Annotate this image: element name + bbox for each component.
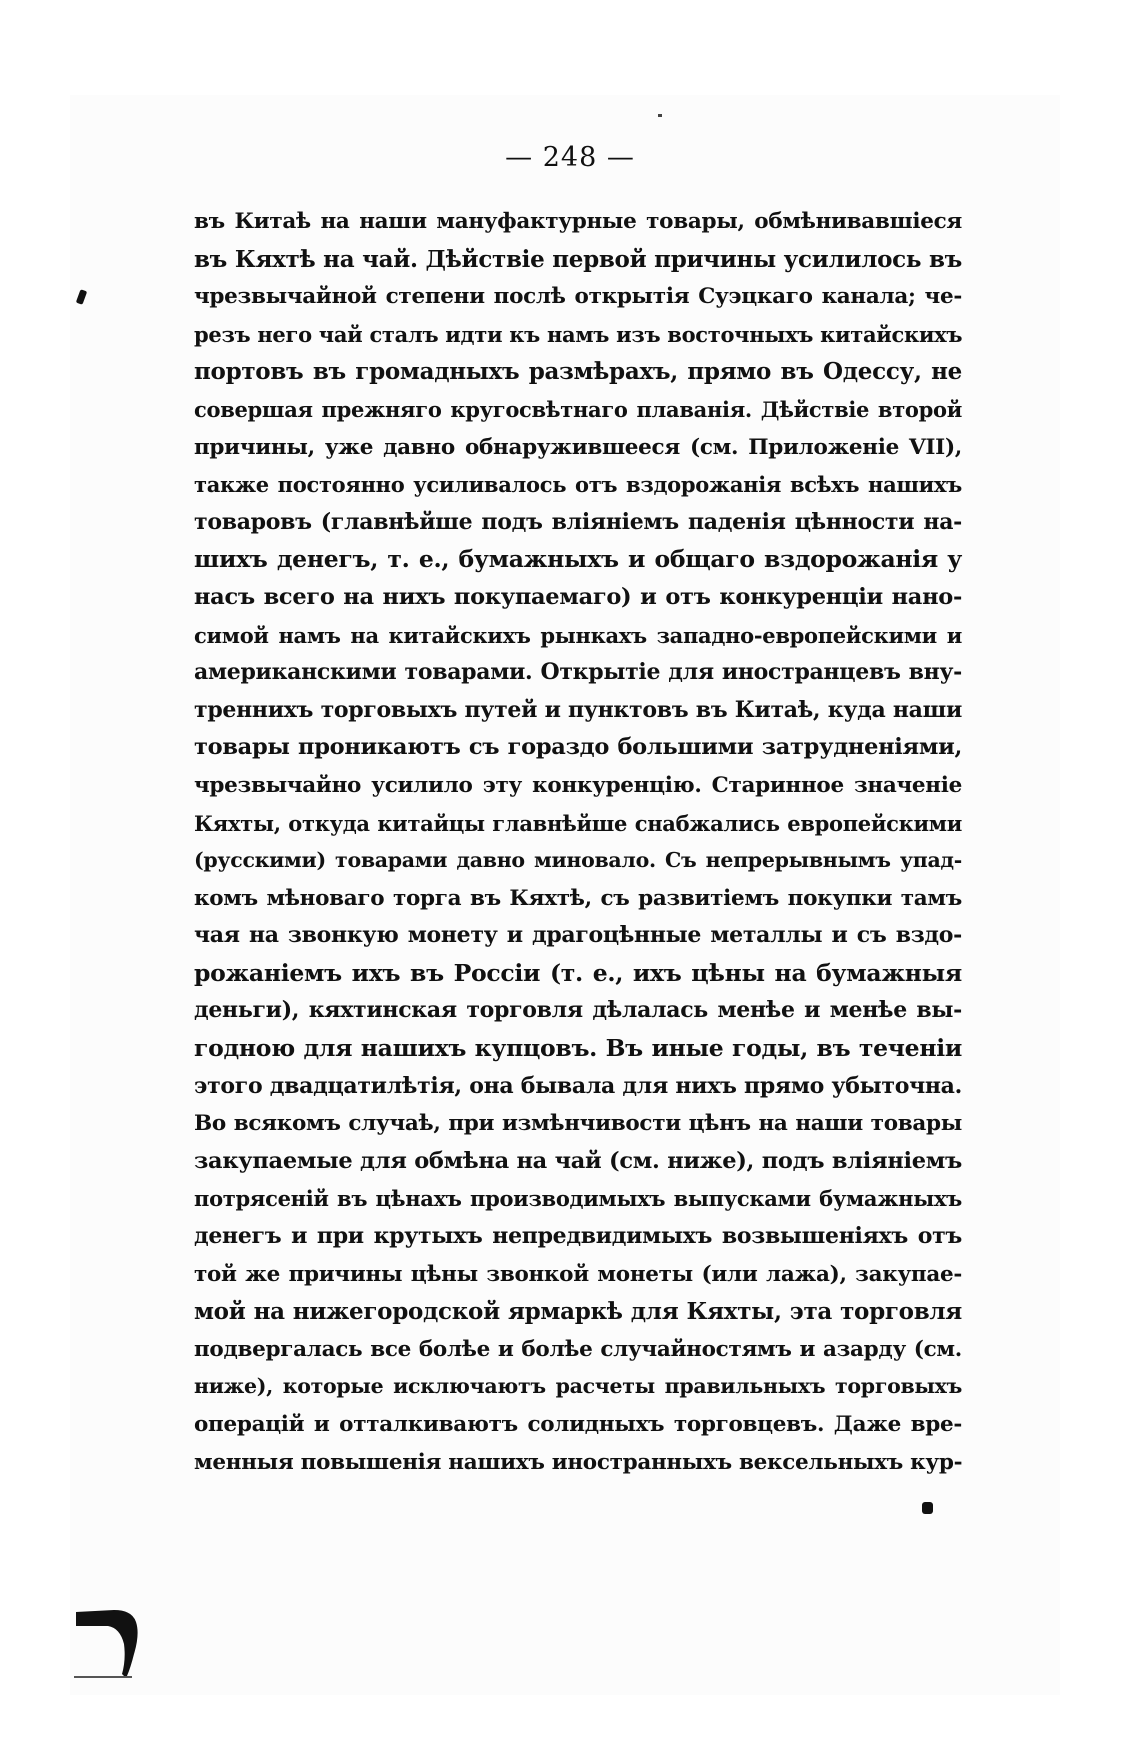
- text-line: той же причины цѣны звонкой монеты (или лажа), закупае-: [194, 1261, 962, 1287]
- text-line: причины, уже давно обнаружившееся (см. Приложеніе VII),: [194, 434, 962, 460]
- ink-mark-right: [922, 1502, 933, 1514]
- text-line: чрезвычайной степени послѣ открытія Суэцкаго канала; че-: [194, 284, 962, 310]
- text-line: потрясеній въ цѣнахъ производимыхъ выпусками бумажныхъ: [194, 1186, 962, 1212]
- text-line: рожаніемъ ихъ въ Россіи (т. е., ихъ цѣны на бумажныя: [194, 958, 962, 987]
- text-line: операцій и отталкиваютъ солидныхъ торговцевъ. Даже вре-: [194, 1412, 962, 1437]
- page-number: — 248 —: [505, 142, 635, 173]
- text-line: годною для нашихъ купцовъ. Въ иные годы, въ теченіи: [194, 1034, 962, 1063]
- text-line: закупаемые для обмѣна на чай (см. ниже), подъ вліяніемъ: [194, 1147, 962, 1174]
- text-line: резъ него чай сталъ идти къ намъ изъ восточныхъ китайскихъ: [194, 321, 963, 347]
- text-line: деньги), кяхтинская торговля дѣлалась менѣе и менѣе вы-: [194, 997, 962, 1024]
- text-line: подвергалась все болѣе и болѣе случайностямъ и азарду (см.: [194, 1336, 962, 1362]
- text-line: портовъ въ громадныхъ размѣрахъ, прямо въ Одессу, не: [194, 358, 962, 386]
- body-text: [194, 203, 962, 1481]
- text-line: симой намъ на китайскихъ рынкахъ западно-европейскими и: [194, 622, 962, 648]
- text-line: товаровъ (главнѣйше подъ вліяніемъ паденія цѣнности на-: [194, 508, 962, 535]
- text-line: мой на нижегородской ярмаркѣ для Кяхты, эта торговля: [194, 1298, 962, 1326]
- text-line: ниже), которые исключаютъ расчеты правильныхъ торговыхъ: [194, 1374, 962, 1399]
- text-line: чая на звонкую монету и драгоцѣнные металлы и съ вздо-: [194, 922, 962, 949]
- text-line: (русскими) товарами давно миновало. Съ непрерывнымъ упад-: [194, 848, 962, 873]
- corner-ink-mark: [74, 1604, 142, 1680]
- text-line: въ Китаѣ на наши мануфактурные товары, обмѣнивавшіеся: [194, 209, 962, 234]
- text-line: комъ мѣноваго торга въ Кяхтѣ, съ развитіемъ покупки тамъ: [194, 885, 962, 911]
- text-line: чрезвычайно усилило эту конкуренцію. Старинное значеніе: [194, 772, 962, 798]
- text-line: треннихъ торговыхъ путей и пунктовъ въ Китаѣ, куда наши: [194, 696, 962, 723]
- text-line: въ Кяхтѣ на чай. Дѣйствіе первой причины усилилось въ: [194, 245, 962, 273]
- text-line: совершая прежняго кругосвѣтнаго плаванія. Дѣйствіе второй: [194, 396, 962, 422]
- text-line: Во всякомъ случаѣ, при измѣнчивости цѣнъ на наши товары: [194, 1111, 962, 1137]
- text-line: также постоянно усиливалось отъ вздорожанія всѣхъ нашихъ: [194, 472, 962, 498]
- text-line: этого двадцатилѣтія, она бывала для нихъ прямо убыточна.: [194, 1072, 962, 1099]
- text-line: насъ всего на нихъ покупаемаго) и отъ конкуренціи нано-: [194, 583, 962, 610]
- text-line: товары проникаютъ съ гораздо большими затрудненіями,: [194, 734, 962, 761]
- text-line: денегъ и при крутыхъ непредвидимыхъ возвышеніяхъ отъ: [194, 1223, 962, 1250]
- text-line: шихъ денегъ, т. е., бумажныхъ и общаго вздорожанія у: [194, 545, 962, 574]
- ink-speck-top: [658, 114, 662, 117]
- text-line: американскими товарами. Открытіе для иностранцевъ вну-: [194, 659, 962, 686]
- text-line: менныя повышенія нашихъ иностранныхъ вексельныхъ кур-: [194, 1449, 963, 1475]
- text-line: Кяхты, откуда китайцы главнѣйше снабжались европейскими: [194, 810, 962, 836]
